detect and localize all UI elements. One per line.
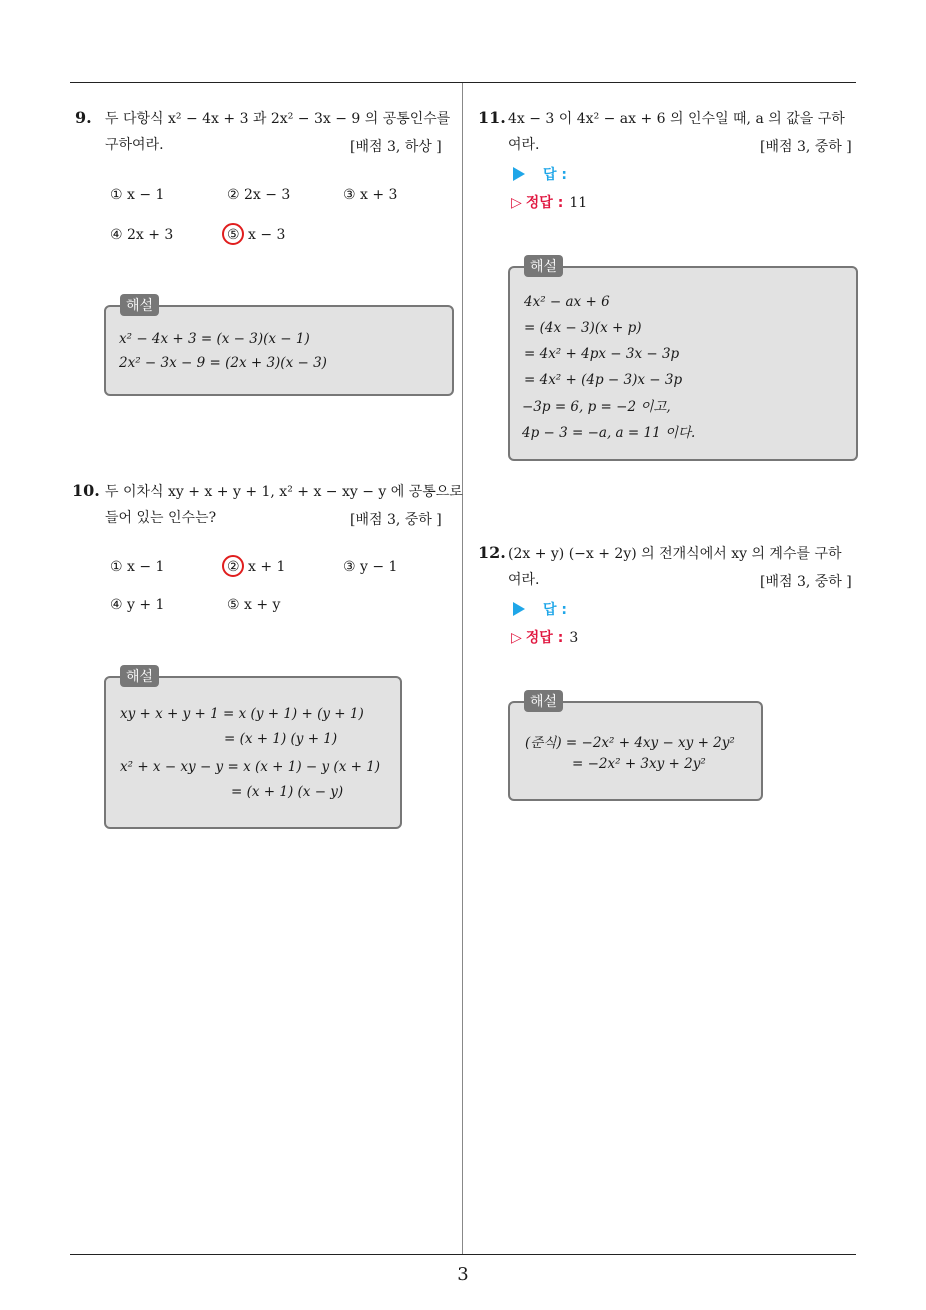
choice-1[interactable]: ① x − 1 <box>110 559 165 575</box>
outline-arrow-icon: ▷ <box>511 195 522 211</box>
choice-3[interactable]: ③ x + 3 <box>343 187 398 203</box>
answer-row <box>513 599 567 619</box>
explanation-tag: 해설 <box>524 690 563 712</box>
choice-5[interactable]: ⑤ x + y <box>227 597 281 613</box>
explanation-line: = −2x² + 3xy + 2y² <box>572 756 706 772</box>
explanation-box <box>508 259 858 461</box>
choice-2-selected[interactable] <box>227 559 285 575</box>
explanation-line: 4p − 3 = −a, a = 11 이다. <box>522 425 696 441</box>
choice-5-selected[interactable] <box>227 227 285 243</box>
play-arrow-icon <box>513 167 525 181</box>
question-text-line1: 두 다항식 x² − 4x + 3 과 2x² − 3x − 9 의 공통인수를 <box>105 111 451 127</box>
selected-choice-text: x − 3 <box>248 227 286 243</box>
question-text-line2: 구하여라. <box>105 137 164 153</box>
correct-answer-row <box>511 192 587 212</box>
correct-answer-row <box>511 627 578 647</box>
choice-3[interactable]: ③ y − 1 <box>343 559 398 575</box>
question-text-line1: 4x − 3 이 4x² − ax + 6 의 인수일 때, a 의 값을 구하 <box>508 111 845 127</box>
selected-choice-mark: ② <box>227 559 240 575</box>
explanation-line: (준식) = −2x² + 4xy − xy + 2y² <box>525 735 735 751</box>
explanation-tag: 해설 <box>524 255 563 277</box>
explanation-line: xy + x + y + 1 = x (y + 1) + (y + 1) <box>120 706 364 722</box>
answer-label: 답 : <box>543 167 567 183</box>
explanation-line: −3p = 6, p = −2 이고, <box>522 399 671 415</box>
question-text-line1: 두 이차식 xy + x + y + 1, x² + x − xy − y 에 공통으로 <box>105 484 463 500</box>
score-meta: [배점 3, 중하 ] <box>350 512 442 528</box>
question-number: 9. <box>75 108 92 127</box>
explanation-line: = 4x² + (4p − 3)x − 3p <box>524 372 683 388</box>
choice-4[interactable]: ④ y + 1 <box>110 597 165 613</box>
score-meta: [배점 3, 하상 ] <box>350 139 442 155</box>
question-text-line1: (2x + y) (−x + 2y) 의 전개식에서 xy 의 계수를 구하 <box>508 546 842 562</box>
selected-choice-mark: ⑤ <box>227 227 240 243</box>
explanation-tag: 해설 <box>120 665 159 687</box>
play-arrow-icon <box>513 602 525 616</box>
explanation-line: = (x + 1) (y + 1) <box>224 731 338 747</box>
explanation-box <box>508 694 763 801</box>
choice-1[interactable]: ① x − 1 <box>110 187 165 203</box>
score-meta: [배점 3, 중하 ] <box>760 139 852 155</box>
answer-row <box>513 164 567 184</box>
explanation-line: = 4x² + 4px − 3x − 3p <box>524 346 680 362</box>
explanation-line: 2x² − 3x − 9 = (2x + 3)(x − 3) <box>119 355 327 371</box>
explanation-line: = (x + 1) (x − y) <box>231 784 344 800</box>
question-text-line2: 여라. <box>508 572 540 588</box>
outline-arrow-icon: ▷ <box>511 630 522 646</box>
correct-label: 정답 : <box>525 630 564 646</box>
page-number: 3 <box>457 1264 469 1285</box>
choice-2[interactable]: ② 2x − 3 <box>227 187 291 203</box>
bottom-rule <box>70 1254 856 1255</box>
question-number: 12. <box>478 543 506 562</box>
correct-value: 11 <box>569 195 588 211</box>
score-meta: [배점 3, 중하 ] <box>760 574 852 590</box>
explanation-line: x² + x − xy − y = x (x + 1) − y (x + 1) <box>120 759 381 775</box>
question-text-line2: 여라. <box>508 137 540 153</box>
choice-4[interactable]: ④ 2x + 3 <box>110 227 174 243</box>
explanation-line: x² − 4x + 3 = (x − 3)(x − 1) <box>119 331 310 347</box>
explanation-line: = (4x − 3)(x + p) <box>524 320 642 336</box>
question-number: 11. <box>478 108 506 127</box>
selected-choice-text: x + 1 <box>248 559 286 575</box>
correct-value: 3 <box>569 630 579 646</box>
explanation-box <box>104 669 402 829</box>
explanation-line: 4x² − ax + 6 <box>524 294 610 310</box>
explanation-box <box>104 298 454 396</box>
column-divider <box>462 83 463 1255</box>
question-number: 10. <box>72 481 100 500</box>
top-rule <box>70 82 856 83</box>
answer-label: 답 : <box>543 602 567 618</box>
correct-label: 정답 : <box>525 195 564 211</box>
question-text-line2: 들어 있는 인수는? <box>105 510 217 526</box>
explanation-tag: 해설 <box>120 294 159 316</box>
